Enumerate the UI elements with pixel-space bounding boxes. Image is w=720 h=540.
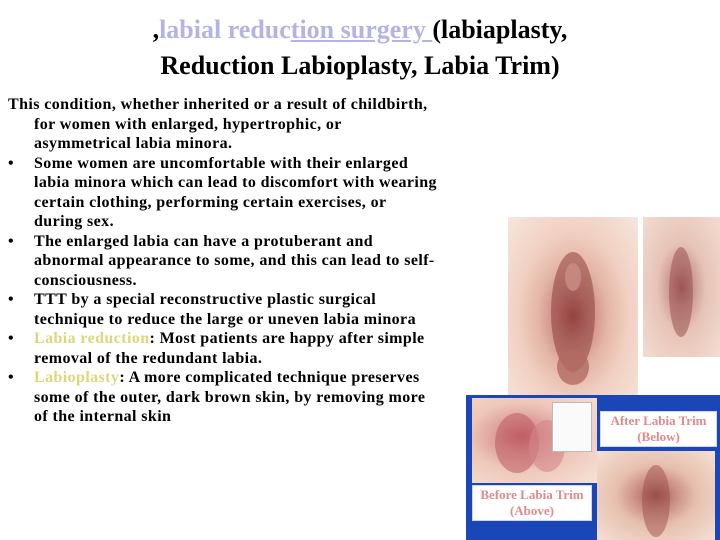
title-link[interactable] [159,15,432,44]
before-label [472,485,592,521]
bullet-dot: • [8,291,15,308]
slide-title [0,12,720,84]
photo-detail [508,217,638,397]
bullet-item [8,329,438,368]
body-text [8,95,438,427]
title-prefix: , [152,15,160,44]
photo-after [597,451,715,540]
bullet-text: Some women are uncomfortable with their enlarged labia minora which can lead to discomfort with wearing certain clothing, performing certain exercises, or during sex. [34,154,437,230]
photo-detail [597,451,715,540]
title-rest: (labiaplasty, [432,15,568,44]
before-label-text: Before Labia Trim (Above) [480,487,584,518]
photo-before-right [643,217,720,357]
bullet-item [8,232,438,291]
title-line-1 [0,12,720,48]
bullet-item [8,154,438,232]
bullet-text: The enlarged labia can have a protuberant and abnormal appearance to some, and this can lead to self-consciousness. [34,232,435,289]
bullet-dot: • [8,369,15,386]
bullet-dot: • [8,154,15,172]
title-link-part1: labial reduc [159,15,291,44]
surgical-ruler [552,402,592,452]
after-label-text: After Labia Trim (Below) [610,413,707,444]
photo-before-left [508,217,638,397]
bullet-dot: • [8,232,15,250]
after-label [600,411,717,447]
bullet-text: TTT by a special reconstructive plastic surgical technique to reduce the large or uneven labia minora [34,291,416,328]
intro-paragraph: This condition, whether inherited or a result of childbirth, for women with enlarged, hypertrophic, or asymmetrical labia minora. [8,96,428,152]
title-line-2: Reduction Labioplasty, Labia Trim) [160,51,560,80]
bullet-list [8,154,438,427]
bullet-item [8,368,438,427]
bullet-text: : Most patients are happy after simple removal of the redundant labia. [34,330,425,367]
bullet-text: : A more complicated technique preserves some of the outer, dark brown skin, by removing more of the internal skin [34,369,426,425]
title-link-part2: tion surgery [290,15,433,44]
photo-detail [643,217,720,357]
bullet-keyword: Labia reduction [34,330,150,347]
bullet-dot: • [8,330,15,347]
bullet-item [8,290,438,329]
bullet-keyword: Labioplasty [34,369,120,386]
